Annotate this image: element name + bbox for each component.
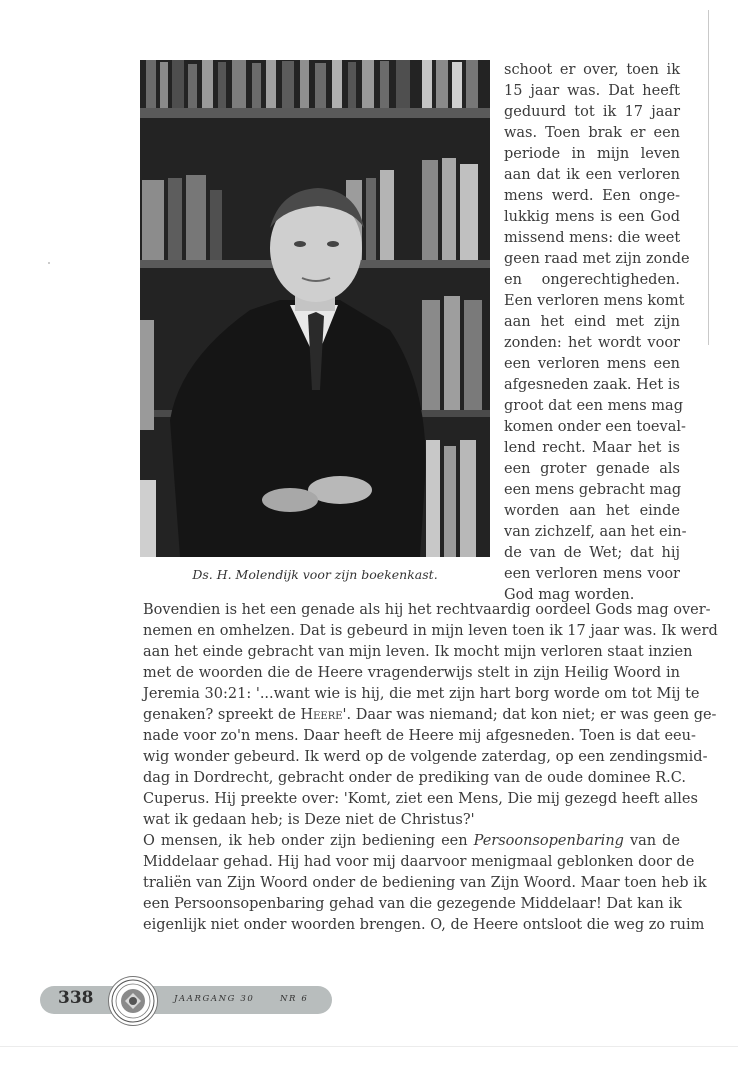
text-line: een Persoonsopenbaring gehad van die gezegende Middelaar! Dat kan ik [143,896,682,912]
page-footer [40,976,340,1024]
text-line: Een verloren mens komt [504,293,685,309]
text-line: missend mens: die weet [504,230,681,246]
text-line: nemen en omhelzen. Dat is gebeurd in mijn leven toen ik 17 jaar was. Ik werd [143,623,718,639]
text-line: schoot er over, toen ik [504,62,680,78]
text-line: nade voor zo'n mens. Daar heeft de Heere mij afgesneden. Toen is dat eeu- [143,728,696,744]
page-edge-line [708,10,709,345]
text-line: aan dat ik een verloren [504,167,680,183]
text-line: wig wonder gebeurd. Ik werd op de volgende zaterdag, op een zendingsmid- [143,749,708,765]
text-line: periode in mijn leven [504,146,680,162]
text-line: traliën van Zijn Woord onder de bediening van Zijn Woord. Maar toen heb ik [143,875,707,891]
text-line: met de woorden die de Heere vragenderwijs stelt in zijn Heilig Woord in [143,665,680,681]
text-line: afgesneden zaak. Het is [504,377,680,393]
text-line: van zichzelf, aan het ein- [504,524,687,540]
text-line: een mens gebracht mag [504,482,682,498]
small-caps-heere: Heere [300,707,343,723]
text-line: geen raad met zijn zonde [504,251,690,267]
portrait-photo [140,60,490,557]
text-line: God mag worden. [504,587,635,603]
text-segment: genaken? spreekt de [143,707,301,723]
body-text [143,600,718,936]
text-segment: O mensen, ik heb onder zijn bediening een [143,833,474,849]
text-line: mens werd. Een onge- [504,188,680,204]
text-segment: '. Daar was niemand; dat kon niet; er was geen ge- [342,707,717,723]
text-line: 15 jaar was. Dat heeft [504,83,680,99]
text-line [143,705,717,726]
text-line: dag in Dordrecht, gebracht onder de prediking van de oude dominee R.C. [143,770,686,786]
text-line: zonden: het wordt voor [504,335,680,351]
text-line: lend recht. Maar het is [504,440,680,456]
text-line: Cuperus. Hij preekte over: 'Komt, ziet een Mens, Die mij gezegd heeft alles [143,791,698,807]
text-line: Bovendien is het een genade als hij het rechtvaardig oordeel Gods mag over- [143,602,711,618]
scan-speck [48,262,50,264]
portrait-image [140,60,490,557]
page-number: 338 [58,988,94,1008]
text-line: wat ik gedaan heb; is Deze niet de Christus?' [143,812,475,828]
text-line: eigenlijk niet onder woorden brengen. O, de Heere ontsloot die weg zo ruim [143,917,705,933]
text-line: aan het eind met zijn [504,314,680,330]
text-line: een groter genade als [504,461,680,477]
side-column-text [504,60,690,606]
text-line: een verloren mens voor [504,566,680,582]
text-line: Middelaar gehad. Hij had voor mij daarvoor menigmaal geblonken door de [143,854,695,870]
text-line: de van de Wet; dat hij [504,545,680,561]
text-line: lukkig mens is een God [504,209,680,225]
text-line: geduurd tot ik 17 jaar [504,104,680,120]
emblem-icon [108,976,158,1026]
text-line: een verloren mens een [504,356,680,372]
volume-label: JAARGANG 30 [174,994,255,1004]
photo-caption: Ds. H. Molendijk voor zijn boekenkast. [192,567,438,582]
text-line: groot dat een mens mag [504,398,683,414]
text-line: was. Toen brak er een [504,125,680,141]
italic-term: Persoonsopenbaring [473,833,624,849]
text-line: Jeremia 30:21: '...want wie is hij, die met zijn hart borg worde om tot Mij te [143,686,700,702]
text-line: worden aan het einde [504,503,680,519]
issue-label: NR 6 [280,994,309,1004]
text-line: aan het einde gebracht van mijn leven. Ik mocht mijn verloren staat inzien [143,644,693,660]
text-segment: van de [623,833,680,849]
text-line: komen onder een toeval- [504,419,686,435]
text-line [143,831,680,852]
text-line: en ongerechtigheden. [504,272,680,288]
page-bottom-edge [0,1046,738,1047]
